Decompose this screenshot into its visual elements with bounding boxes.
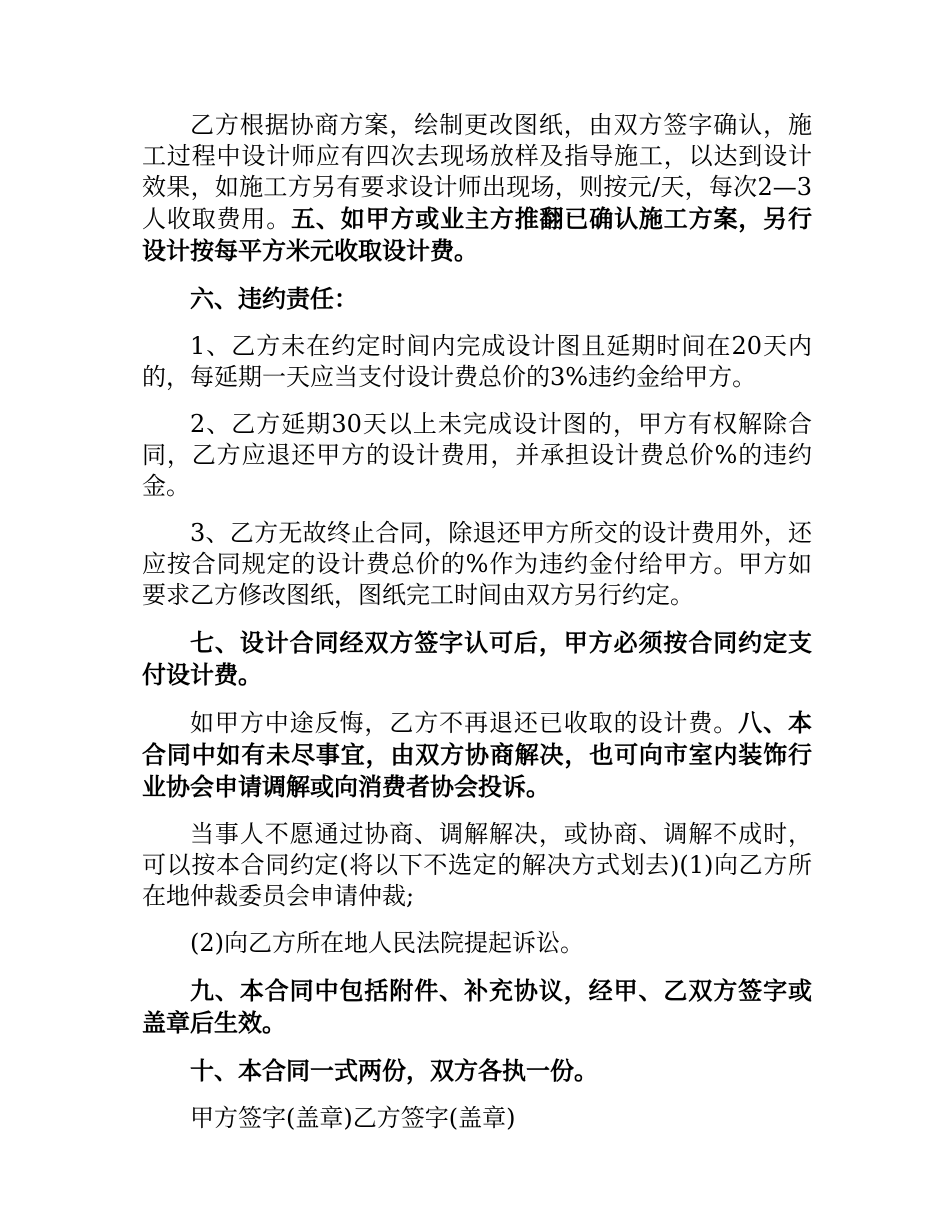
paragraph-litigation [142, 928, 812, 959]
heading-copies [142, 1055, 812, 1087]
heading-breach-liability [142, 283, 812, 315]
paragraph-text: 如甲方中途反悔，乙方不再退还已收取的设计费。 [190, 709, 739, 737]
paragraph-bold-text: 五、如甲方或业主方推翻已确认施工方案，另行设计按每平方米元收取设计费。 [142, 204, 812, 265]
paragraph-text: 当事人不愿通过协商、调解解决，或协商、调解不成时，可以按本合同约定(将以下不选定的解决方式划去)(1)向乙方所在地仲裁委员会申请仲裁; [142, 820, 812, 910]
paragraph-arbitration [142, 819, 812, 912]
paragraph-text: 3、乙方无故终止合同，除退还甲方所交的设计费用外，还应按合同规定的设计费总价的%作为违约金付给甲方。甲方如要求乙方修改图纸，图纸完工时间由双方另行约定。 [142, 519, 812, 609]
paragraph-bold-text: 九、本合同中包括附件、补充协议，经甲、乙双方签字或盖章后生效。 [142, 976, 812, 1037]
signature-line [142, 1103, 812, 1134]
clause-breach-2 [142, 409, 812, 502]
paragraph-text: 1、乙方未在约定时间内完成设计图且延期时间在20天内的，每延期一天应当支付设计费总价的3%违约金给甲方。 [142, 332, 812, 391]
paragraph-bold-text: 八、本合同中如有未尽事宜，由双方协商解决，也可向市室内装饰行业协会申请调解或向消费者协会投诉。 [142, 708, 813, 801]
paragraph-refund-disputes [142, 707, 812, 803]
heading-effectiveness [142, 975, 812, 1039]
paragraph-text: 甲方签字(盖章)乙方签字(盖章) [190, 1104, 516, 1132]
clause-breach-1 [142, 331, 812, 393]
paragraph-bold-text: 六、违约责任： [190, 284, 358, 313]
paragraph-bold-text: 十、本合同一式两份，双方各执一份。 [190, 1056, 598, 1085]
paragraph-design-changes [142, 110, 812, 267]
paragraph-text: (2)向乙方所在地人民法院提起诉讼。 [190, 929, 584, 957]
paragraph-text: 2、乙方延期30天以上未完成设计图的，甲方有权解除合同，乙方应退还甲方的设计费用，并承担设计费总价%的违约金。 [142, 410, 812, 500]
heading-payment [142, 627, 812, 691]
paragraph-bold-text: 七、设计合同经双方签字认可后，甲方必须按合同约定支付设计费。 [142, 628, 812, 689]
clause-breach-3 [142, 518, 812, 611]
paragraph-text: 乙方根据协商方案，绘制更改图纸，由双方签字确认，施工过程中设计师应有四次去现场放样及指导施工，以达到设计效果，如施工方另有要求设计师出现场，则按元/天，每次2—3人收取费用。 [142, 111, 812, 233]
